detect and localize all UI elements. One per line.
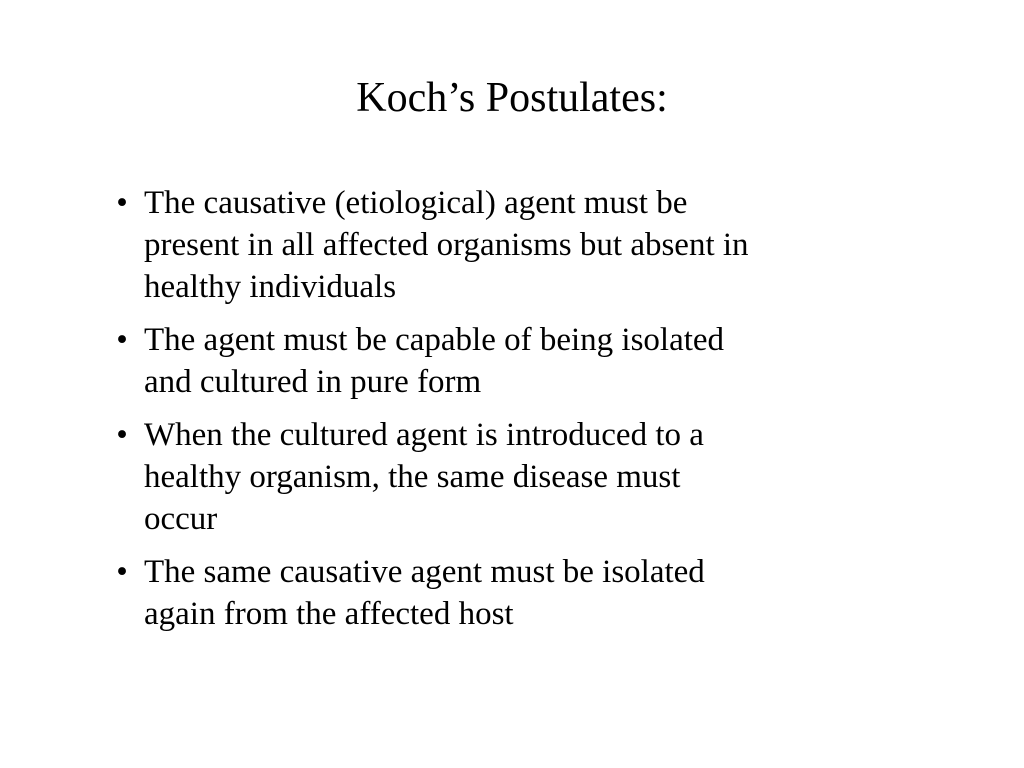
bullet-marker: • xyxy=(116,417,128,453)
bullet-marker: • xyxy=(116,554,128,590)
bullet-text: The agent must be capable of being isolated and cultured in pure form xyxy=(144,322,725,400)
bullet-item xyxy=(100,319,760,403)
slide-title: Koch’s Postulates: xyxy=(356,75,668,121)
bullet-marker: • xyxy=(116,322,128,358)
bullet-text: The causative (etiological) agent must be present in all affected organisms but absent in healthy individuals xyxy=(144,185,749,305)
bullet-text: When the cultured agent is introduced to a healthy organism, the same disease must occur xyxy=(144,417,704,537)
bullet-item xyxy=(100,414,760,540)
bullet-marker: • xyxy=(116,185,128,221)
bullet-list xyxy=(100,182,760,646)
bullet-text: The same causative agent must be isolated again from the affected host xyxy=(144,554,705,632)
bullet-item xyxy=(100,182,760,308)
bullet-item xyxy=(100,551,760,635)
